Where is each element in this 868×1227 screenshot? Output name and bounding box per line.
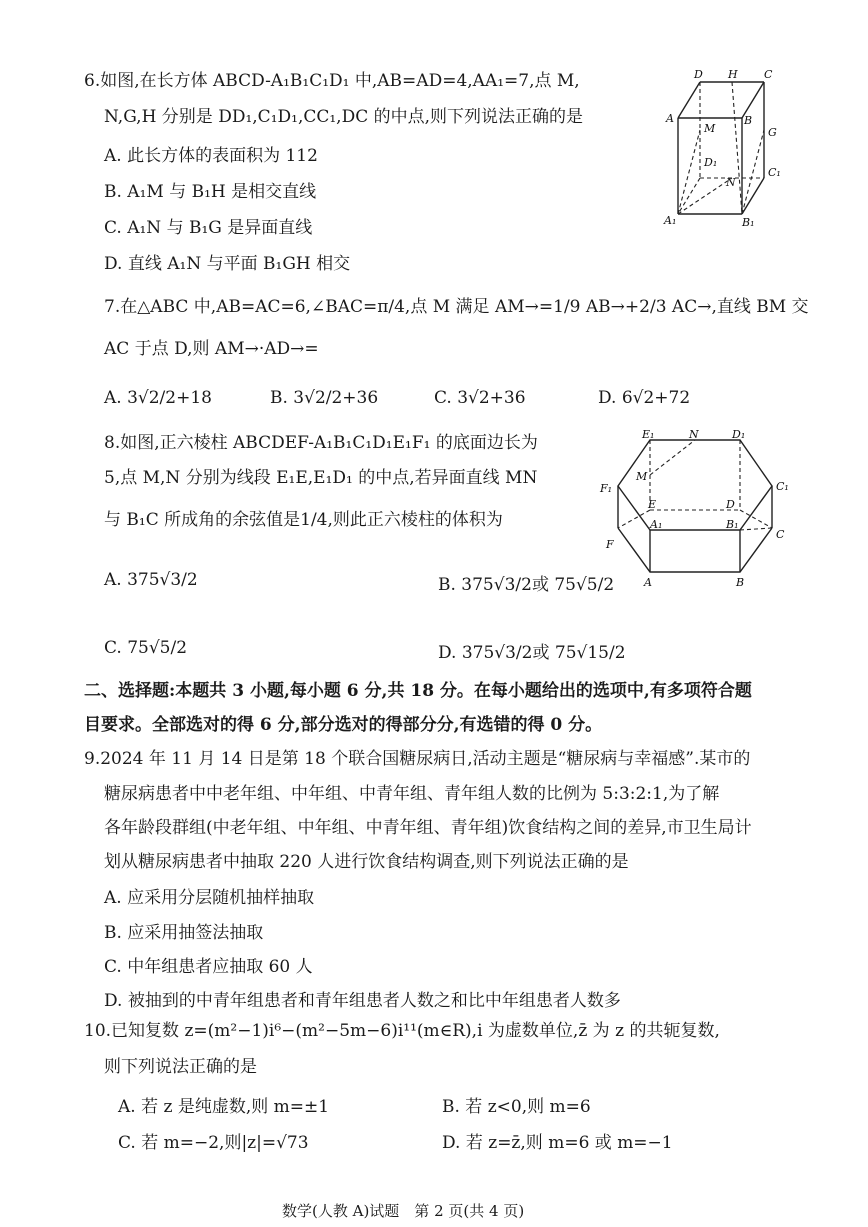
- q6-label-g: G: [768, 126, 777, 139]
- q8-label-f: F: [606, 538, 614, 551]
- q8-label-e: E: [648, 498, 657, 511]
- section2-heading-line1: 二、选择题:本题共 3 小题,每小题 6 分,共 18 分。在每小题给出的选项中,有多项符合题: [84, 681, 752, 701]
- q7-stem-line1: 7.在△ABC 中,AB=AC=6,∠BAC=π/4,点 M 满足 AM→=1/9 AB→+2/3 AC→,直线 BM 交: [104, 297, 809, 317]
- q6-cuboid-figure: [660, 66, 790, 236]
- q9-stem-line3: 各年龄段群组(中老年组、中年组、中青年组、青年组)饮食结构之间的差异,市卫生局计: [104, 818, 752, 838]
- q9-stem-line4: 划从糖尿病患者中抽取 220 人进行饮食结构调查,则下列说法正确的是: [104, 852, 629, 872]
- q6-label-n: N: [726, 176, 736, 189]
- q9-option-d: D. 被抽到的中青年组患者和青年组患者人数之和比中年组患者人数多: [104, 991, 621, 1011]
- q6-label-b: B: [744, 114, 753, 127]
- q6-label-m: M: [704, 122, 716, 135]
- q8-option-a: A. 375√3/2: [104, 570, 198, 590]
- q9-stem-line2: 糖尿病患者中中老年组、中年组、中青年组、青年组人数的比例为 5:3:2:1,为了解: [104, 784, 720, 804]
- q8-label-m: M: [636, 470, 648, 483]
- q7-option-d: D. 6√2+72: [598, 388, 691, 408]
- q10-stem-line1: 10.已知复数 z=(m²−1)i⁶−(m²−5m−6)i¹¹(m∈R),i 为虚数单位,z̄ 为 z 的共轭复数,: [84, 1021, 720, 1041]
- q8-option-b: B. 375√3/2或 75√5/2: [438, 575, 615, 595]
- q9-stem-line1: 9.2024 年 11 月 14 日是第 18 个联合国糖尿病日,活动主题是“糖尿病与幸福感”.某市的: [84, 749, 751, 769]
- q8-label-f1: F₁: [600, 482, 613, 495]
- q8-label-a1: A₁: [650, 518, 663, 531]
- q10-stem-line2: 则下列说法正确的是: [104, 1057, 257, 1077]
- q9-option-b: B. 应采用抽签法抽取: [104, 923, 264, 943]
- q8-label-d: D: [726, 498, 735, 511]
- q8-hexagonal-prism-figure: [596, 430, 792, 590]
- q8-label-b1: B₁: [726, 518, 739, 531]
- page-footer: 数学(人教 A)试题 第 2 页(共 4 页): [282, 1202, 525, 1220]
- q8-label-b: B: [736, 576, 745, 589]
- q6-label-c: C: [764, 68, 773, 81]
- q10-option-c: C. 若 m=−2,则|z|=√73: [118, 1133, 309, 1153]
- section2-heading-line2: 目要求。全部选对的得 6 分,部分选对的得部分分,有选错的得 0 分。: [84, 715, 603, 735]
- q9-option-c: C. 中年组患者应抽取 60 人: [104, 957, 313, 977]
- q7-option-a: A. 3√2/2+18: [104, 388, 212, 408]
- q8-option-c: C. 75√5/2: [104, 638, 188, 658]
- q8-label-n: N: [689, 430, 699, 441]
- q6-stem-line2: N,G,H 分别是 DD₁,C₁D₁,CC₁,DC 的中点,则下列说法正确的是: [104, 107, 584, 127]
- q8-label-e1: E₁: [642, 430, 655, 441]
- q6-option-c: C. A₁N 与 B₁G 是异面直线: [104, 218, 313, 238]
- q6-option-d: D. 直线 A₁N 与平面 B₁GH 相交: [104, 254, 351, 274]
- q8-stem-line2: 5,点 M,N 分别为线段 E₁E,E₁D₁ 的中点,若异面直线 MN: [104, 468, 538, 488]
- q8-option-d: D. 375√3/2或 75√15/2: [438, 643, 626, 663]
- q6-label-a: A: [666, 112, 674, 125]
- q7-stem-line2: AC 于点 D,则 AM→·AD→=: [104, 339, 319, 359]
- q6-label-d1: D₁: [704, 156, 718, 169]
- q8-label-c: C: [776, 528, 785, 541]
- q8-stem-line1: 8.如图,正六棱柱 ABCDEF-A₁B₁C₁D₁E₁F₁ 的底面边长为: [104, 433, 538, 453]
- q8-stem-line3: 与 B₁C 所成角的余弦值是1/4,则此正六棱柱的体积为: [104, 510, 503, 530]
- q8-label-c1: C₁: [776, 480, 789, 493]
- q8-label-a: A: [644, 576, 652, 589]
- q6-option-a: A. 此长方体的表面积为 112: [104, 146, 318, 166]
- q8-label-d1: D₁: [732, 430, 746, 441]
- q6-stem-line1: 6.如图,在长方体 ABCD-A₁B₁C₁D₁ 中,AB=AD=4,AA₁=7,点 M,: [84, 71, 580, 91]
- q6-label-a1: A₁: [664, 214, 677, 227]
- q10-option-d: D. 若 z=z̄,则 m=6 或 m=−1: [442, 1133, 673, 1153]
- q6-option-b: B. A₁M 与 B₁H 是相交直线: [104, 182, 317, 202]
- q7-option-b: B. 3√2/2+36: [270, 388, 379, 408]
- q6-label-c1: C₁: [768, 166, 781, 179]
- q6-label-b1: B₁: [742, 216, 755, 229]
- q6-label-d: D: [694, 68, 703, 81]
- q9-option-a: A. 应采用分层随机抽样抽取: [104, 888, 315, 908]
- q10-option-a: A. 若 z 是纯虚数,则 m=±1: [118, 1097, 330, 1117]
- q10-option-b: B. 若 z<0,则 m=6: [442, 1097, 591, 1117]
- q6-label-h: H: [728, 68, 738, 81]
- q7-option-c: C. 3√2+36: [434, 388, 526, 408]
